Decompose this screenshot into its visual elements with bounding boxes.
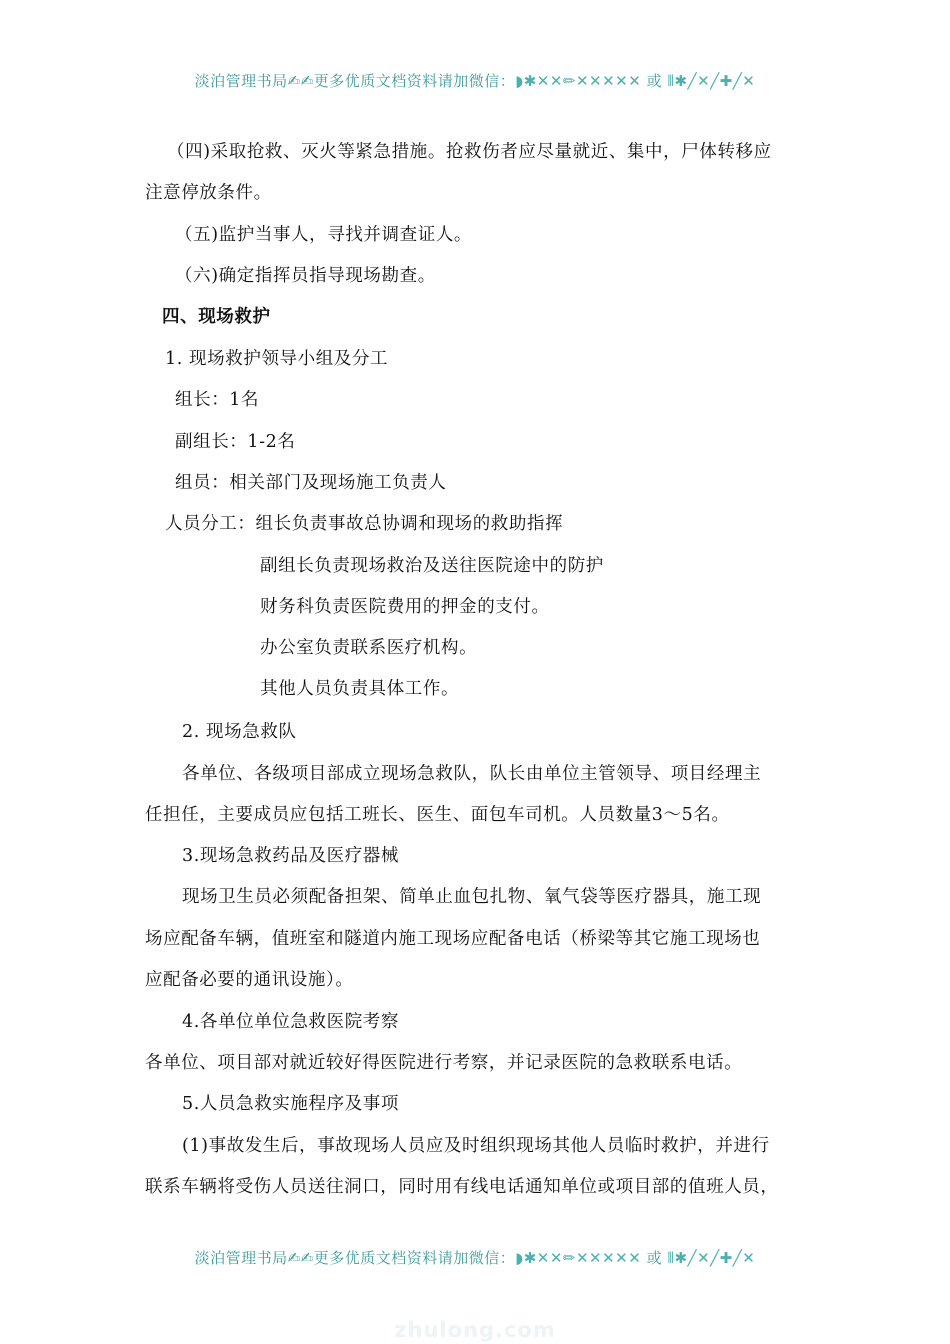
paragraph-line: 组长：1名 [175,390,260,410]
subsection-heading: 3.现场急救药品及医疗器械 [182,846,399,866]
header-text: 淡泊管理书局✍✍更多优质文档资料请加微信： [194,72,516,90]
header-wechat-id: ◗✱✕✕✏✕✕✕✕✕ [515,72,642,90]
paragraph-line: 财务科负责医院费用的押金的支付。 [260,597,550,617]
subsection-heading: 5.人员急救实施程序及事项 [182,1094,399,1114]
paragraph-line: 各单位、各级项目部成立现场急救队，队长由单位主管领导、项目经理主 [182,764,762,784]
paragraph-line: 应配备必要的通讯设施）。 [145,970,354,990]
page-footer [0,1247,950,1268]
paragraph-line: 人员分工：组长负责事故总协调和现场的救助指挥 [165,514,564,534]
paragraph-line: 办公室负责联系医疗机构。 [260,638,478,658]
paragraph-line: 现场卫生员必须配备担架、简单止血包扎物、氧气袋等医疗器具，施工现 [182,887,762,907]
footer-wechat-id: ◗✱✕✕✏✕✕✕✕✕ [515,1249,642,1267]
header-wechat-id-2: ⦀✱╱✕╱✚╱✕ [667,72,756,90]
subsection-heading: 1. 现场救护领导小组及分工 [165,349,389,369]
paragraph-line: 联系车辆将受伤人员送往洞口，同时用有线电话通知单位或项目部的值班人员， [145,1177,779,1197]
paragraph-line: 副组长负责现场救治及送往医院途中的防护 [260,556,604,576]
paragraph-line: 注意停放条件。 [145,183,272,203]
footer-text: 淡泊管理书局✍✍更多优质文档资料请加微信： [194,1249,516,1267]
header-or: 或 [641,72,668,90]
paragraph-line: 场应配备车辆，值班室和隧道内施工现场应配备电话（桥梁等其它施工现场也 [145,929,761,949]
subsection-heading: 2. 现场急救队 [182,722,297,742]
paragraph-line: （四)采取抢救、灭火等紧急措施。抢救伤者应尽量就近、集中，尸体转移应 [167,142,772,162]
paragraph-line: 组员：相关部门及现场施工负责人 [175,473,447,493]
paragraph-line: 副组长：1-2名 [175,432,296,452]
paragraph-line: （六)确定指挥员指导现场勘查。 [175,266,436,286]
page-header [0,70,950,91]
footer-wechat-id-2: ⦀✱╱✕╱✚╱✕ [667,1249,756,1267]
paragraph-line: 其他人员负责具体工作。 [260,679,460,699]
footer-or: 或 [641,1249,668,1267]
watermark: zhulong.com [394,1318,556,1342]
subsection-heading: 4.各单位单位急救医院考察 [182,1012,399,1032]
section-heading: 四、现场救护 [162,307,271,327]
paragraph-line: （五)监护当事人，寻找并调查证人。 [175,225,473,245]
paragraph-line: 任担任，主要成员应包括工班长、医生、面包车司机。人员数量3～5名。 [145,805,730,825]
paragraph-line: (1)事故发生后，事故现场人员应及时组织现场其他人员临时救护，并进行 [182,1136,770,1156]
paragraph-line: 各单位、项目部对就近较好得医院进行考察，并记录医院的急救联系电话。 [145,1053,743,1073]
